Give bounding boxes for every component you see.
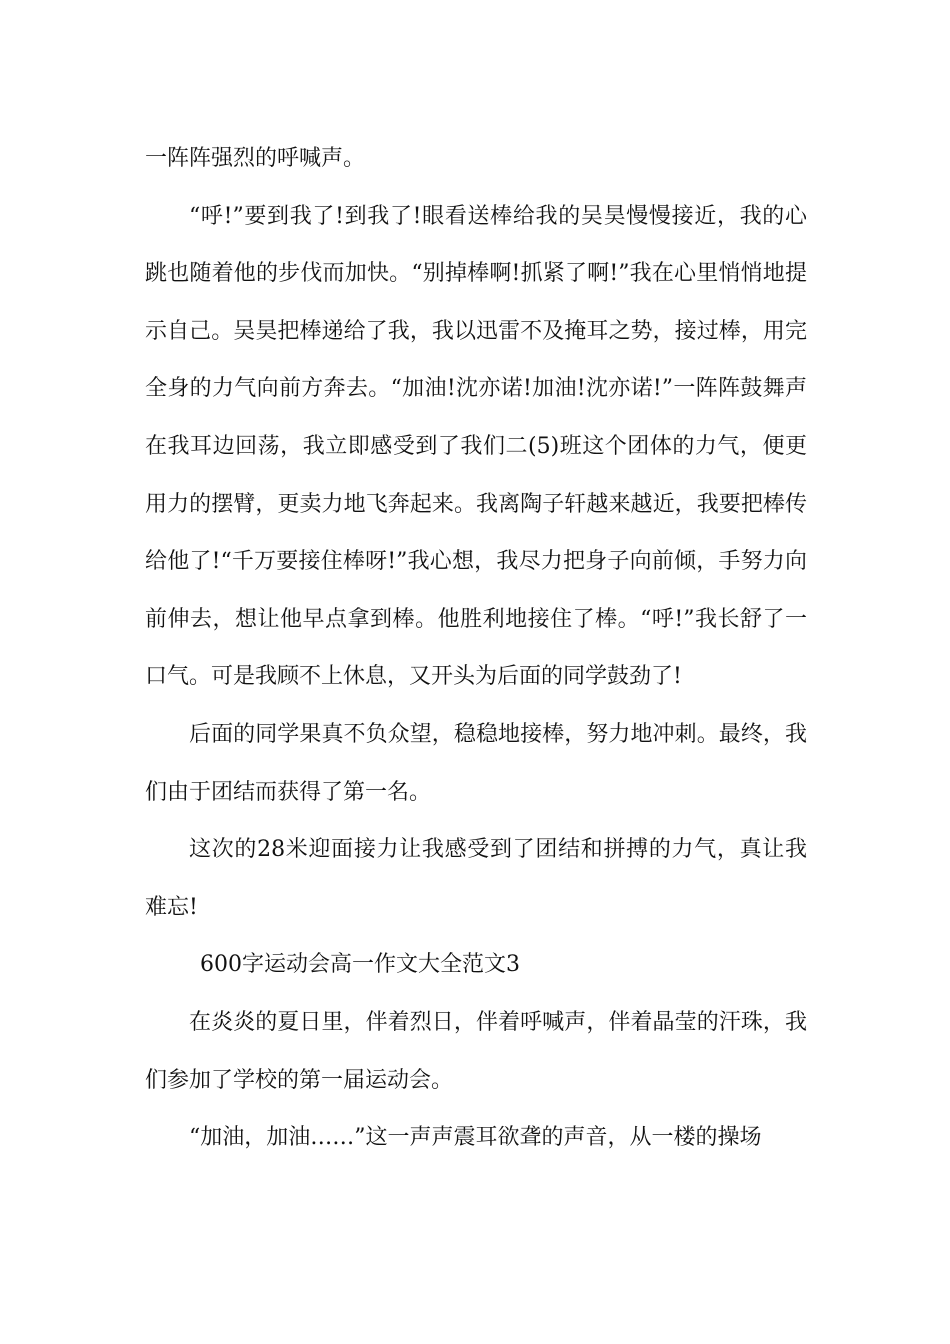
paragraph-reflection: 这次的28米迎面接力让我感受到了团结和拼搏的力气，真让我难忘! xyxy=(145,837,807,920)
paragraph-summer-sports: 在炎炎的夏日里，伴着烈日，伴着呼喊声，伴着晶莹的汗珠，我们参加了学校的第一届运动会。 xyxy=(145,1009,807,1093)
essay-title-3: 600字运动会高一作文大全范文3 xyxy=(200,952,520,978)
paragraph-continuation: 一阵阵强烈的呼喊声。 xyxy=(145,146,366,171)
document-body xyxy=(145,130,807,1167)
paragraph-relay-handoff: “呼!”要到我了!到我了!眼看送棒给我的吴昊慢慢接近，我的心跳也随着他的步伐而加快。“别掉棒啊!抓紧了啊!”我在心里悄悄地提示自己。吴昊把棒递给了我，我以迅雷不及掩耳之势，接过棒，用完全身的力气向前方奔去。“加油!沈亦诺!加油!沈亦诺!”一阵阵鼓舞声在我耳边回荡，我立即感受到了我们二(5)班这个团体的力气，便更用力的摆臂，更卖力地飞奔起来。我离陶子轩越来越近，我要把棒传给他了!“千万要接住棒呀!”我心想，我尽力把身子向前倾，手努力向前伸去，想让他早点拿到棒。他胜利地接住了棒。“呼!”我长舒了一口气。可是我顾不上休息，又开头为后面的同学鼓劲了! xyxy=(145,203,807,690)
paragraph-first-place: 后面的同学果真不负众望，稳稳地接棒，努力地冲刺。最终，我们由于团结而获得了第一名。 xyxy=(145,721,807,805)
paragraph-cheering: “加油，加油……”这一声声震耳欲聋的声音，从一楼的操场 xyxy=(189,1125,762,1151)
